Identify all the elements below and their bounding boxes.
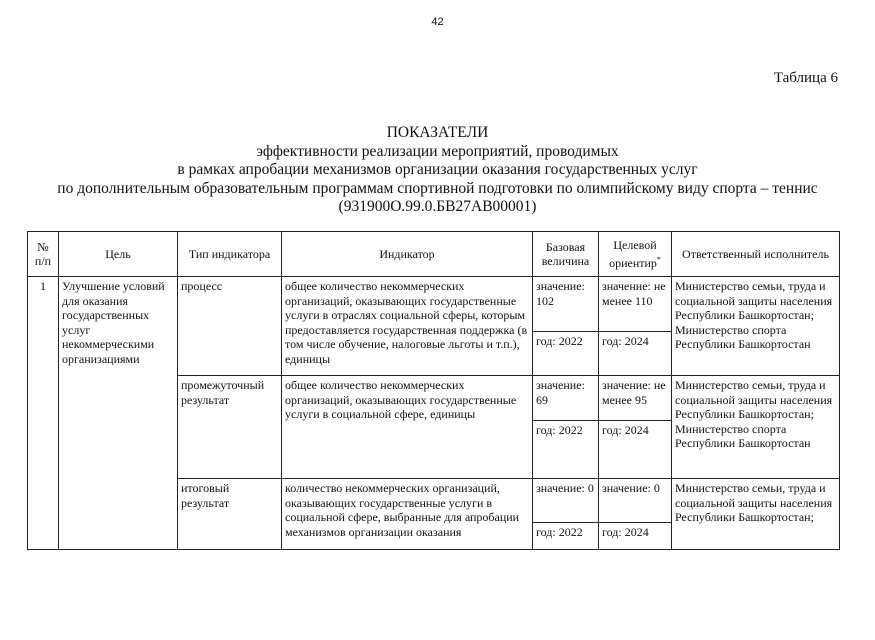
heading-line-4: (931900О.99.0.БВ27АВ00001) (338, 198, 537, 215)
table-header-row (28, 232, 840, 277)
base-value: значение: 69 (533, 376, 599, 420)
header-num: № п/п (28, 232, 59, 277)
heading-line-1: эффективности реализации мероприятий, проводимых (256, 142, 619, 160)
responsible-cell: Министерство семьи, труда и социальной защиты населения Республики Башкортостан; Министерство спорта Республики Башкортостан (672, 376, 840, 479)
table-row (28, 277, 840, 332)
target-value: значение: 0 (599, 479, 672, 522)
target-value: значение: не менее 110 (599, 277, 672, 332)
indicator-text: общее количество некоммерческих организаций, оказывающих государственные услуги в социальной сфере, единицы (282, 376, 533, 479)
page-number: 42 (431, 16, 444, 28)
base-year: год: 2022 (533, 420, 599, 479)
base-year: год: 2022 (533, 331, 599, 375)
indicator-type: итоговый результат (178, 479, 282, 550)
header-target-label: Целевой ориентир (609, 238, 657, 270)
header-type: Тип индикатора (178, 232, 282, 277)
heading-line-2: в рамках апробации механизмов организации оказания государственных услуг (177, 161, 698, 178)
header-indicator: Индикатор (282, 232, 533, 277)
document-heading (0, 124, 875, 217)
responsible-cell: Министерство семьи, труда и социальной защиты населения Республики Башкортостан; (672, 479, 840, 550)
goal-cell: Улучшение условий для оказания государственных услуг некоммерческими организациями (59, 277, 178, 550)
indicator-text: общее количество некоммерческих организаций, оказывающих государственные услуги в отраслях социальной сферы, которым предоставляется государственная поддержка (в том числе обучение, налоговые льготы и т.п.), единицы (282, 277, 533, 376)
row-number: 1 (28, 277, 59, 550)
base-year: год: 2022 (533, 522, 599, 549)
base-value: значение: 102 (533, 277, 599, 332)
target-value: значение: не менее 95 (599, 376, 672, 420)
header-base: Базовая величина (533, 232, 599, 277)
indicator-type: процесс (178, 277, 282, 376)
heading-title: ПОКАЗАТЕЛИ (386, 124, 489, 141)
heading-line-3: по дополнительным образовательным программам спортивной подготовки по олимпийскому виду спорта – теннис (57, 179, 818, 197)
base-value: значение: 0 (533, 479, 599, 522)
header-goal: Цель (59, 232, 178, 277)
target-year: год: 2024 (599, 420, 672, 479)
indicator-type: промежуточный результат (178, 376, 282, 479)
header-target (599, 232, 672, 277)
header-responsible: Ответственный исполнитель (672, 232, 840, 277)
target-year: год: 2024 (599, 331, 672, 375)
target-year: год: 2024 (599, 522, 672, 549)
table-caption: Таблица 6 (773, 70, 838, 86)
responsible-cell: Министерство семьи, труда и социальной защиты населения Республики Башкортостан; Министерство спорта Республики Башкортостан (672, 277, 840, 376)
header-target-mark: * (656, 254, 661, 264)
indicator-text: количество некоммерческих организаций, оказывающих государственные услуги в социальной сфере, выбранные для апробации механизмов организации оказания (282, 479, 533, 550)
indicators-table (27, 231, 840, 550)
